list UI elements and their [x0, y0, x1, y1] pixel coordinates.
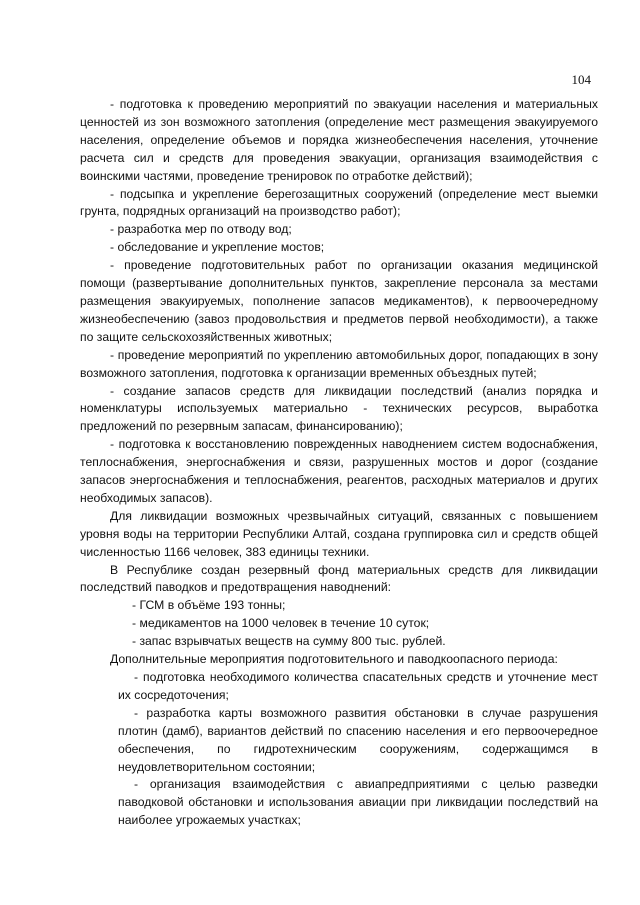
- paragraph: - проведение мероприятий по укреплению автомобильных дорог, попадающих в зону возможного затопления, подготовка к организации временных объездных путей;: [80, 347, 598, 380]
- paragraph: Для ликвидации возможных чрезвычайных ситуаций, связанных с повышением уровня воды на территории Республики Алтай, создана группировка сил и средств общей численностью 1166 человек, 383 единицы техники.: [80, 508, 598, 559]
- paragraph: - подготовка к восстановлению поврежденных наводнением систем водоснабжения, теплоснабжения, энергоснабжения и связи, разрушенных мостов и дорог (создание запасов энергоснабжения и теплоснабжения, реагентов, расходных материалов и других необходимых запасов).: [80, 437, 598, 505]
- paragraph: - подготовка к проведению мероприятий по эвакуации населения и материальных ценностей из зон возможного затопления (определение мест размещения эвакуируемого населения, определение объемов и порядка жизнеобеспечения населения, уточнение расчета сил и средств для проведения эвакуации, организация взаимодействия с воинскими частями, проведение тренировок по отработке действий);: [80, 97, 598, 183]
- paragraph: В Республике создан резервный фонд материальных средств для ликвидации последствий паводков и предотвращения наводнений:: [80, 562, 598, 595]
- paragraph: - проведение подготовительных работ по организации оказания медицинской помощи (развертывание дополнительных пунктов, закрепление персонала за местами размещения эвакуируемых, пополнение запасов медикаментов), к первоочередному жизнеобеспечению (завоз продовольствия и предметов первой необходимости), а также по защите сельскохозяйственных животных;: [80, 258, 598, 344]
- paragraph: Дополнительные мероприятия подготовительного и паводкоопасного периода:: [110, 652, 558, 667]
- page-number: 104: [571, 72, 591, 87]
- list-item: - медикаментов на 1000 человек в течение 10 суток;: [132, 616, 430, 631]
- paragraph: - создание запасов средств для ликвидации последствий (анализ порядка и номенклатуры используемых материально - технических ресурсов, выработка предложений по резервным запасам, финансированию);: [80, 383, 598, 434]
- list-item: - разработка карты возможного развития обстановки в случае разрушения плотин (дамб), вариантов действий по спасению населения и его первоочередное обеспечения, по гидротехническим сооружениям, содержащимся в неудовлетворительном состоянии;: [118, 705, 598, 774]
- list-item: - запас взрывчатых веществ на сумму 800 тыс. рублей.: [132, 634, 446, 649]
- paragraph: - подсыпка и укрепление берегозащитных сооружений (определение мест выемки грунта, подрядных организаций на производство работ);: [80, 186, 598, 219]
- list-item: - ГСМ в объёме 193 тонны;: [132, 598, 286, 613]
- paragraph: - разработка мер по отводу вод;: [110, 222, 292, 237]
- paragraph: - обследование и укрепление мостов;: [110, 240, 325, 255]
- document-body: [80, 96, 598, 830]
- list-item: - подготовка необходимого количества спасательных средств и уточнение мест их сосредоточения;: [118, 670, 598, 702]
- list-item: - организация взаимодействия с авиапредприятиями с целью разведки паводковой обстановки и использования авиации при ликвидации последствий на наиболее угрожаемых участках;: [118, 777, 598, 828]
